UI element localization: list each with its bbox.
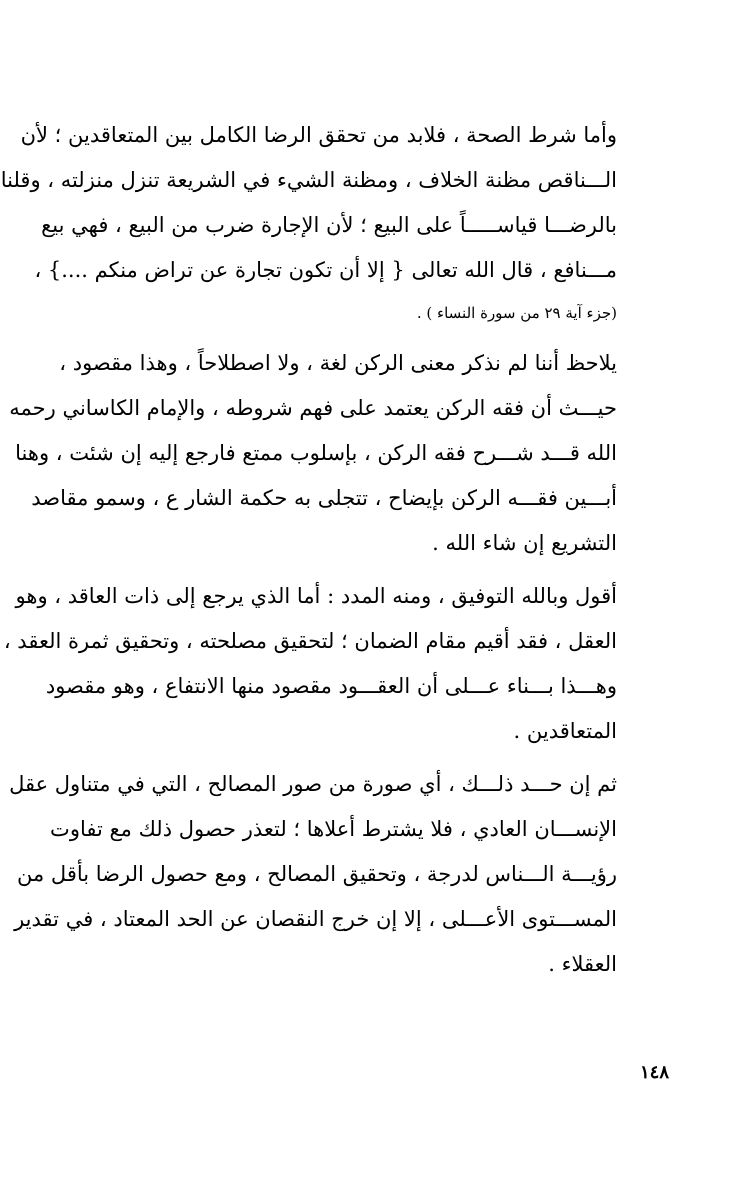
paragraph-4: [9, 762, 617, 987]
text-line: أقول وبالله التوفيق ، ومنه المدد : أما الذي يرجع إلى ذات العاقد ، وهو: [15, 584, 617, 608]
text-line: العقل ، فقد أقيم مقام الضمان ؛ لتحقيق مصلحته ، وتحقيق ثمرة العقد ،: [3, 629, 617, 653]
text-line: مـــنافع ، قال الله تعالى { إلا أن تكون تجارة عن تراض منكم ....} ،: [34, 258, 617, 282]
paragraph-1: [0, 113, 617, 333]
text-line: حيـــث أن فقه الركن يعتمد على فهم شروطه ، والإمام الكاساني رحمه: [9, 396, 617, 420]
text-line: وهـــذا بـــناء عـــلى أن العقـــود مقصود منها الانتفاع ، وهو مقصود: [45, 674, 617, 698]
text-line: الله قـــد شـــرح فقه الركن ، بإسلوب ممتع فارجع إليه إن شئت ، وهنا: [15, 441, 617, 465]
body-text: [0, 113, 617, 987]
text-line: وأما شرط الصحة ، فلابد من تحقق الرضا الكامل بين المتعاقدين ؛ لأن: [20, 123, 617, 147]
text-line: بالرضـــا قياســـــاً على البيع ؛ لأن الإجارة ضرب من البيع ، فهي بيع: [41, 213, 617, 237]
text-line: رؤيـــة الـــناس لدرجة ، وتحقيق المصالح ، ومع حصول الرضا بأقل من: [17, 862, 617, 886]
text-line: ثم إن حـــد ذلـــك ، أي صورة من صور المصالح ، التي في متناول عقل: [9, 772, 617, 796]
text-line: التشريع إن شاء الله .: [432, 531, 617, 555]
text-line: الـــناقص مظنة الخلاف ، ومظنة الشيء في الشريعة تنزل منزلته ، وقلنا: [0, 168, 617, 192]
page-number: ١٤٨: [640, 1062, 670, 1083]
text-line: المتعاقدين .: [513, 719, 617, 743]
text-line: أبـــين فقـــه الركن بإيضاح ، تتجلى به حكمة الشار ع ، وسمو مقاصد: [31, 486, 617, 510]
paragraph-2: [9, 341, 617, 566]
text-line: العقلاء .: [548, 952, 617, 976]
text-line: المســـتوى الأعـــلى ، إلا إن خرج النقصان عن الحد المعتاد ، في تقدير: [14, 907, 617, 931]
text-line: الإنســـان العادي ، فلا يشترط أعلاها ؛ لتعذر حصول ذلك مع تفاوت: [50, 817, 617, 841]
text-line: يلاحظ أننا لم نذكر معنى الركن لغة ، ولا اصطلاحاً ، وهذا مقصود ،: [59, 351, 617, 375]
paragraph-3: [3, 574, 617, 754]
quran-reference: (جزء آية ٢٩ من سورة النساء ) .: [416, 304, 617, 322]
